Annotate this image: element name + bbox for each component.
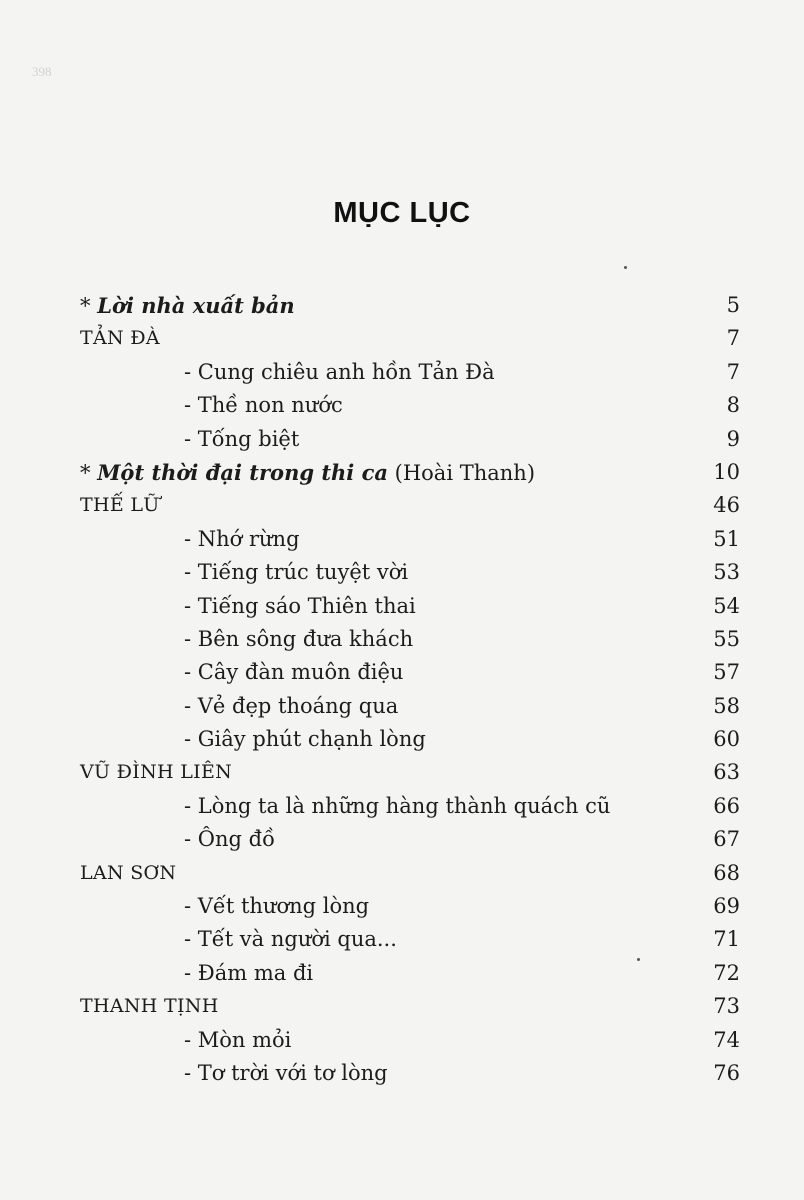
toc-entry-sub (80, 389, 740, 422)
toc-entry-sub (80, 890, 740, 923)
toc-entry-author (80, 857, 740, 890)
toc-entry-sub (80, 523, 740, 556)
toc-entry-page-number: 8 (726, 393, 740, 418)
toc-entry-essay (80, 289, 740, 322)
toc-entry-page-number: 53 (713, 560, 740, 585)
toc-entry-label: - Ông đồ (184, 827, 275, 852)
toc-entry-prefix: * (80, 294, 98, 318)
toc-entry-sub (80, 923, 740, 956)
toc-entry-sub (80, 1024, 740, 1057)
toc-entry-prefix: * (80, 460, 98, 485)
toc-entry-label: - Cung chiêu anh hồn Tản Đà (184, 359, 495, 384)
toc-entry-label: - Nhớ rừng (184, 526, 300, 551)
toc-entry-page-number: 46 (713, 493, 740, 518)
toc-entry-sub (80, 1057, 740, 1090)
toc-entry-label: - Tiếng trúc tuyệt vời (184, 560, 409, 585)
toc-entry-label: - Cây đàn muôn điệu (184, 660, 404, 685)
toc-entry-sub (80, 823, 740, 856)
toc-entry-author (80, 322, 740, 355)
toc-entry-sub (80, 723, 740, 756)
toc-entry-page-number: 7 (726, 359, 740, 384)
toc-entry-label: - Đám ma đi (184, 960, 314, 985)
toc-entry-page-number: 55 (713, 626, 740, 651)
toc-entry-page-number: 10 (713, 459, 740, 484)
toc-entry-title: Lời nhà xuất bản (97, 293, 295, 318)
toc-entry-label: - Tống biệt (184, 426, 300, 451)
faint-page-number: 398 (32, 64, 52, 79)
toc-entry-title: Một thời đại trong thi ca (97, 459, 388, 485)
toc-entry-sub (80, 623, 740, 656)
toc-entry-author-note: (Hoài Thanh) (387, 460, 536, 485)
toc-entry-sub (80, 656, 740, 689)
page-title: MỤC LỤC (333, 197, 471, 229)
toc-entry-sub (80, 590, 740, 623)
print-speck (624, 266, 627, 269)
toc-entry-essay (80, 456, 740, 489)
toc-entry-page-number: 51 (713, 526, 740, 551)
toc-entry-page-number: 7 (726, 326, 740, 351)
toc-entry-label (80, 289, 295, 323)
toc-entry-label: VŨ ĐÌNH LIÊN (80, 761, 233, 784)
toc-entry-label: - Mòn mỏi (184, 1027, 292, 1052)
toc-entry-sub (80, 356, 740, 389)
toc-entry-page-number: 63 (713, 760, 740, 785)
toc-entry-label: LAN SƠN (80, 861, 177, 884)
toc-entry-sub (80, 790, 740, 823)
toc-entry-label: THANH TỊNH (80, 995, 219, 1018)
toc-entry-author (80, 489, 740, 522)
toc-entry-label: - Bên sông đưa khách (184, 626, 414, 651)
toc-entry-page-number: 72 (713, 960, 740, 985)
toc-entry-label (80, 456, 535, 490)
toc-entry-page-number: 9 (726, 426, 740, 451)
toc-entry-page-number: 74 (713, 1027, 740, 1052)
toc-entry-page-number: 67 (713, 827, 740, 852)
toc-entry-label: - Thề non nước (184, 393, 343, 418)
toc-entry-label: - Giây phút chạnh lòng (184, 727, 426, 752)
toc-entry-label: - Lòng ta là những hàng thành quách cũ (184, 793, 611, 818)
toc-entry-sub (80, 690, 740, 723)
toc-entry-label: TẢN ĐÀ (80, 327, 160, 350)
toc-entry-page-number: 60 (713, 727, 740, 752)
toc-entry-page-number: 69 (713, 894, 740, 919)
toc-entry-label: - Tơ trời với tơ lòng (184, 1060, 388, 1085)
toc-entry-page-number: 66 (713, 793, 740, 818)
toc-entry-sub (80, 423, 740, 456)
toc-entry-page-number: 73 (713, 994, 740, 1019)
print-speck (637, 958, 640, 961)
toc-entry-label: THẾ LỮ (80, 494, 160, 517)
table-of-contents (80, 289, 740, 1090)
toc-entry-label: - Vết thương lòng (184, 894, 370, 919)
toc-entry-sub (80, 957, 740, 990)
toc-entry-sub (80, 556, 740, 589)
toc-entry-author (80, 756, 740, 789)
toc-entry-author (80, 990, 740, 1023)
toc-entry-page-number: 76 (713, 1060, 740, 1085)
toc-entry-page-number: 5 (726, 293, 740, 317)
toc-entry-page-number: 54 (713, 593, 740, 618)
toc-entry-page-number: 57 (713, 660, 740, 685)
toc-entry-label: - Vẻ đẹp thoáng qua (184, 693, 399, 718)
toc-entry-page-number: 58 (713, 693, 740, 718)
toc-entry-label: - Tiếng sáo Thiên thai (184, 593, 416, 618)
toc-entry-page-number: 71 (713, 927, 740, 952)
toc-entry-label: - Tết và người qua... (184, 927, 397, 952)
toc-entry-page-number: 68 (713, 860, 740, 885)
